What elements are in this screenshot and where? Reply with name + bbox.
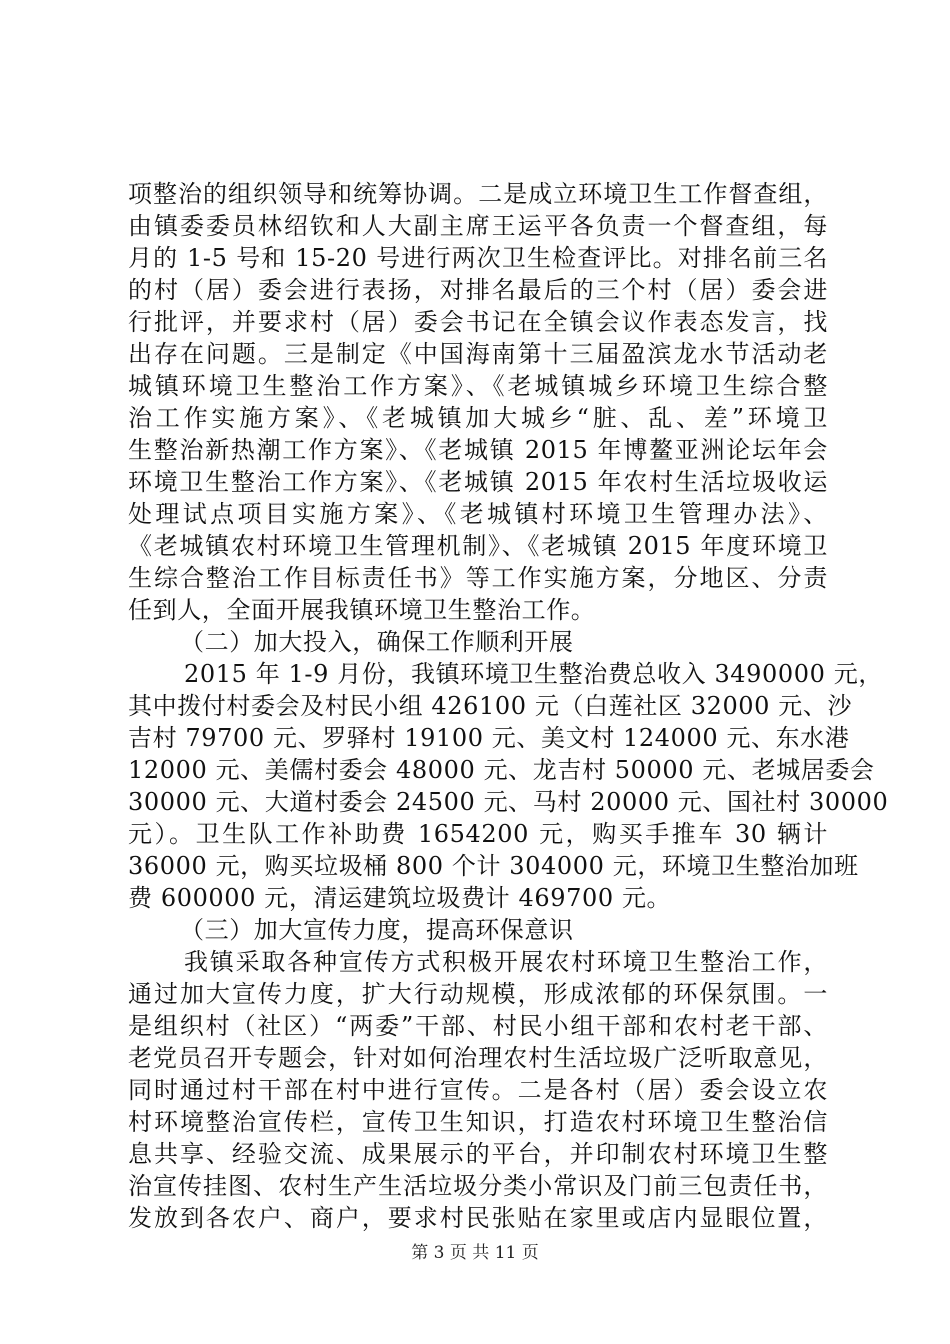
text-line: 治工作实施方案》、《老城镇加大城乡“脏、乱、差”环境卫 bbox=[128, 404, 828, 432]
text-line: 项整治的组织领导和统筹协调。二是成立环境卫生工作督查组， bbox=[128, 180, 828, 208]
text-line: 通过加大宣传力度，扩大行动规模，形成浓郁的环保氛围。一 bbox=[128, 980, 828, 1008]
text-line: 出存在问题。三是制定《中国海南第十三届盈滨龙水节活动老 bbox=[128, 340, 828, 368]
text-line: 息共享、经验交流、成果展示的平台，并印制农村环境卫生整 bbox=[128, 1140, 828, 1168]
text-line: 费 600000 元，清运建筑垃圾费计 469700 元。 bbox=[128, 884, 672, 912]
text-line: 治宣传挂图、农村生产生活垃圾分类小常识及门前三包责任书， bbox=[128, 1172, 828, 1200]
page-number: 第 3 页 共 11 页 bbox=[411, 1243, 539, 1263]
text-line: 发放到各农户、商户，要求村民张贴在家里或店内显眼位置， bbox=[128, 1204, 828, 1232]
text-line: 2015 年 1-9 月份，我镇环境卫生整治费总收入 3490000 元， bbox=[184, 660, 883, 688]
text-line: 城镇环境卫生整治工作方案》、《老城镇城乡环境卫生综合整 bbox=[128, 372, 828, 400]
text-line: 老党员召开专题会，针对如何治理农村生活垃圾广泛听取意见， bbox=[128, 1044, 828, 1072]
text-line: 任到人，全面开展我镇环境卫生整治工作。 bbox=[128, 596, 596, 624]
text-line: 生整治新热潮工作方案》、《老城镇 2015 年博鳌亚洲论坛年会 bbox=[128, 436, 828, 464]
text-line: 是组织村（社区）“两委”干部、村民小组干部和农村老干部、 bbox=[128, 1012, 828, 1040]
text-line: 吉村 79700 元、罗驿村 19100 元、美文村 124000 元、东水港 bbox=[128, 724, 850, 752]
text-line: 村环境整治宣传栏，宣传卫生知识，打造农村环境卫生整治信 bbox=[128, 1108, 828, 1136]
text-line: 处理试点项目实施方案》、《老城镇村环境卫生管理办法》、 bbox=[128, 500, 828, 528]
text-line: 由镇委委员林绍钦和人大副主席王运平各负责一个督查组，每 bbox=[128, 212, 828, 240]
text-line: 行批评，并要求村（居）委会书记在全镇会议作表态发言，找 bbox=[128, 308, 828, 336]
text-line: 其中拨付村委会及村民小组 426100 元（白莲社区 32000 元、沙 bbox=[128, 692, 853, 720]
text-line: 36000 元，购买垃圾桶 800 个计 304000 元，环境卫生整治加班 bbox=[128, 852, 859, 880]
text-line: 12000 元、美儒村委会 48000 元、龙吉村 50000 元、老城居委会 bbox=[128, 756, 875, 784]
text-line: 元）。卫生队工作补助费 1654200 元，购买手推车 30 辆计 bbox=[128, 820, 828, 848]
text-line: 环境卫生整治工作方案》、《老城镇 2015 年农村生活垃圾收运 bbox=[128, 468, 828, 496]
text-line: 《老城镇农村环境卫生管理机制》、《老城镇 2015 年度环境卫 bbox=[128, 532, 828, 560]
section-heading: （三）加大宣传力度，提高环保意识 bbox=[180, 916, 574, 944]
section-heading: （二）加大投入，确保工作顺利开展 bbox=[180, 628, 574, 656]
text-line: 生综合整治工作目标责任书》等工作实施方案，分地区、分责 bbox=[128, 564, 828, 592]
text-line: 同时通过村干部在村中进行宣传。二是各村（居）委会设立农 bbox=[128, 1076, 828, 1104]
document-body bbox=[128, 178, 889, 1234]
text-line: 我镇采取各种宣传方式积极开展农村环境卫生整治工作， bbox=[184, 948, 828, 976]
text-line: 30000 元、大道村委会 24500 元、马村 20000 元、国社村 30000 bbox=[128, 788, 889, 816]
text-line: 月的 1-5 号和 15-20 号进行两次卫生检查评比。对排名前三名 bbox=[128, 244, 828, 272]
text-line: 的村（居）委会进行表扬，对排名最后的三个村（居）委会进 bbox=[128, 276, 828, 304]
